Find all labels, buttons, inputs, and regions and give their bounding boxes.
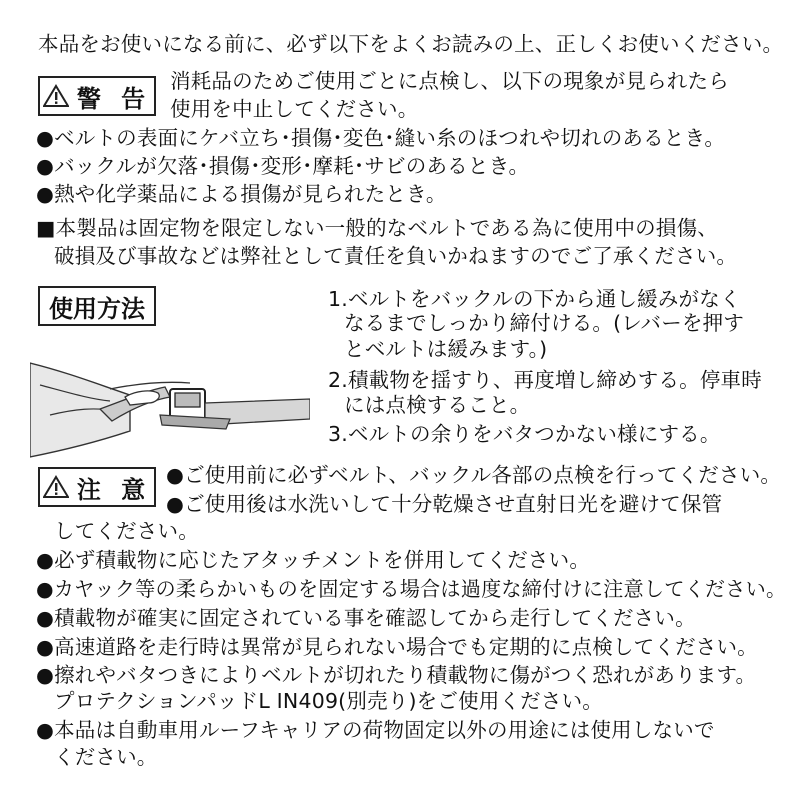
notice-line: 破損及び事故などは弊社として責任を負いかねますのでご了承ください。 — [54, 244, 738, 268]
usage-step-line: とベルトは緩みます。) — [344, 337, 548, 361]
caution-line: ●カヤック等の柔らかいものを固定する場合は過度な締付けに注意してください。 — [36, 577, 787, 601]
usage-step-line: には点検すること。 — [344, 393, 531, 417]
caution-line: ●ご使用後は水洗いして十分乾燥させ直射日光を避けて保管 — [166, 492, 723, 516]
warning-line: 消耗品のためご使用ごとに点検し、以下の現象が見られたら — [170, 69, 729, 93]
caution-line: ●ご使用前に必ずベルト、バックル各部の点検を行ってください。 — [166, 463, 782, 487]
caution-line: ください。 — [54, 745, 158, 769]
usage-step-line: なるまでしっかり締付ける。(レバーを押す — [344, 311, 745, 335]
warning-line: 使用を中止してください。 — [170, 97, 419, 121]
intro-text: 本品をお使いになる前に、必ず以下をよくお読みの上、正しくお使いください。 — [38, 32, 784, 56]
caution-label-box — [38, 467, 156, 507]
warning-label: 警 告 — [76, 84, 152, 113]
warning-bullet: ●熱や化学薬品による損傷が見られたとき。 — [36, 182, 447, 206]
caution-line: ●本品は自動車用ルーフキャリアの荷物固定以外の用途には使用しないで — [36, 718, 715, 742]
caution-line: プロテクションパッドL IN409(別売り)をご使用ください。 — [54, 689, 603, 713]
usage-step-line: 2.積載物を揺すり、再度増し締めする。停車時 — [328, 368, 762, 392]
caution-line: してください。 — [54, 519, 199, 543]
usage-step-line: 3.ベルトの余りをバタつかない様にする。 — [328, 422, 721, 446]
notice-line: ■本製品は固定物を限定しない一般的なベルトである為に使用中の損傷、 — [36, 216, 718, 240]
usage-label: 使用方法 — [49, 294, 145, 323]
warning-bullet: ●バックルが欠落･損傷･変形･摩耗･サビのあるとき。 — [36, 154, 530, 178]
belt-buckle-illustration — [30, 345, 310, 460]
warning-bullet: ●ベルトの表面にケバ立ち･損傷･変色･縫い糸のほつれや切れのあるとき。 — [36, 126, 726, 150]
warning-label-box — [38, 76, 156, 116]
caution-line: ●擦れやバタつきによりベルトが切れたり積載物に傷がつく恐れがあります。 — [36, 663, 757, 687]
usage-step-line: 1.ベルトをバックルの下から通し緩みがなく — [328, 287, 741, 311]
caution-line: ●必ず積載物に応じたアタッチメントを併用してください。 — [36, 548, 591, 572]
caution-line: ●積載物が確実に固定されている事を確認してから走行してください。 — [36, 606, 696, 630]
caution-line: ●高速道路を走行時は異常が見られない場合でも定期的に点検してください。 — [36, 635, 758, 659]
warning-triangle-icon — [43, 475, 69, 499]
warning-triangle-icon — [43, 84, 69, 108]
caution-label: 注 意 — [76, 475, 152, 504]
usage-label-box — [38, 286, 156, 326]
